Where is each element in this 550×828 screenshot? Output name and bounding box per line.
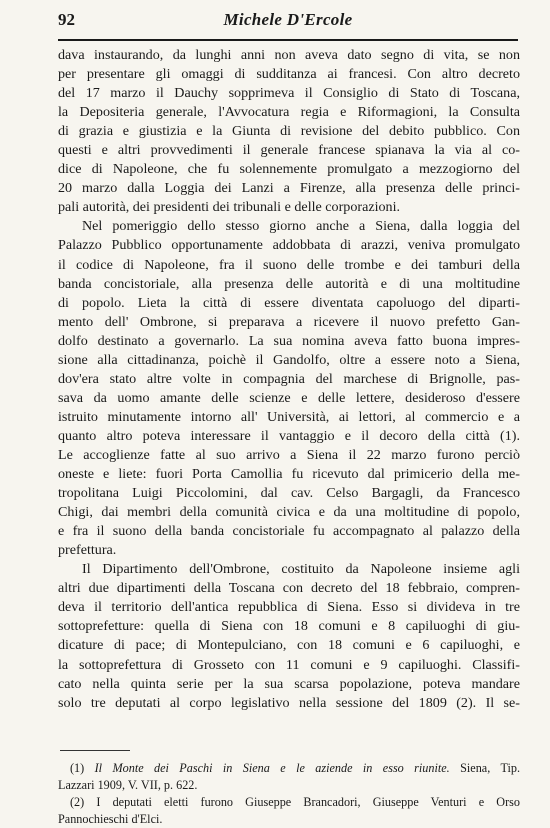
header-rule: [58, 39, 518, 41]
text-line: questi e altri provvedimenti il generale francese spianava la via al co-: [58, 142, 520, 159]
text-line: dolfo destinato a governarlo. La sua nomina aveva fatto buona impres-: [58, 332, 520, 349]
text-line: banda concistoriale, alla presenza delle autorità e di una moltitudine: [58, 275, 520, 292]
text-line: 20 marzo dalla Loggia dei Lanzi a Firenze, alla presenza delle princi-: [58, 180, 520, 197]
text-line: di popolo. Lieta la città di essere diventata capoluogo del diparti-: [58, 294, 520, 311]
text-line: prefettura.: [58, 542, 117, 559]
text-line: sava da uomo amante delle scienze e delle lettere, desideroso d'essere: [58, 389, 520, 406]
page-header: [58, 4, 518, 38]
text-line: Il Dipartimento dell'Ombrone, costituito da Napoleone insieme agli: [82, 561, 520, 578]
footnote-2: (2) I deputati eletti furono Giuseppe Brancadori, Giuseppe Venturi e Orso: [70, 795, 520, 809]
text-line: quanto altro poteva interessare il vantaggio e il decoro della città (1).: [58, 427, 520, 444]
page-number: 92: [58, 10, 75, 29]
text-line: altri due dipartimenti della Toscana con decreto del 18 febbraio, compren-: [58, 580, 520, 597]
text-line: Palazzo Pubblico opportunamente addobbata di arazzi, veniva promulgato: [58, 237, 520, 254]
footnote-1-rest: Siena, Tip.: [460, 761, 520, 775]
text-line: Le accoglienze fatte al suo arrivo a Siena il 22 marzo furono perciò: [58, 446, 520, 463]
text-line: pali autorità, dei presidenti dei tribunali e delle corporazioni.: [58, 199, 401, 216]
footnote-1-title: Il Monte dei Paschi in Siena e le aziende in esso riunite.: [94, 761, 450, 775]
footnote-1: [58, 760, 520, 777]
text-line: dicature di pace; di Montepulciano, con 18 comuni e 6 capiluoghi, e: [58, 637, 520, 654]
text-line: la sottoprefettura di Grosseto con 11 comuni e 9 capiluoghi. Classifi-: [58, 656, 520, 673]
body-text: [58, 46, 520, 713]
text-line: la Depositeria generale, l'Avvocatura regia e Riformagioni, la Consulta: [58, 104, 520, 121]
footnote-1-cont: Lazzari 1909, V. VII, p. 622.: [58, 778, 198, 792]
text-line: Nel pomeriggio dello stesso giorno anche a Siena, dalla loggia del: [82, 218, 520, 235]
text-line: e fra il suono della banda concistoriale fu accompagnato al palazzo della: [58, 523, 520, 540]
footnote-rule: [60, 750, 130, 751]
footnotes: [58, 760, 520, 828]
text-line: tropolitana Luigi Piccolomini, dal cav. Celso Bargagli, da Francesco: [58, 485, 520, 502]
text-line: sione alla cittadinanza, poichè il Gandolfo, oltre a essere noto a Siena,: [58, 351, 520, 368]
text-line: oneste e liete: fuori Porta Camollia fu ricevuto dal primicerio della me-: [58, 466, 520, 483]
text-line: di grazia e giustizia e la Giunta di revisione del debito pubblico. Con: [58, 123, 520, 140]
text-line: dice di Napoleone, che fu solennemente promulgato a mezzogiorno del: [58, 161, 520, 178]
footnote-marker: (1): [70, 761, 85, 775]
text-line: per presentare gli omaggi di sudditanza ai francesi. Con altro decreto: [58, 66, 520, 83]
text-line: del 17 marzo il Dauchy sopprimeva il Consiglio di Stato di Toscana,: [58, 85, 520, 102]
text-line: solo tre deputati al corpo legislativo nella sessione del 1809 (2). Il se-: [58, 694, 520, 711]
text-line: mento dell' Ombrone, si preparava a ricevere il nuovo prefetto Gan-: [58, 313, 520, 330]
text-line: dava instaurando, da lunghi anni non aveva dato segno di vita, se non: [58, 47, 520, 63]
footnote-2-cont: Pannochieschi d'Elci.: [58, 812, 163, 826]
running-head: Michele D'Ercole: [223, 10, 353, 29]
text-line: dov'era stato altre volte in compagnia del marchese di Brignolle, pas-: [58, 370, 520, 387]
text-line: Chigi, dai membri della comunità civica e da una moltitudine di popolo,: [58, 504, 520, 521]
text-line: cato nella quinta serie per la sua scarsa popolazione, poteva mandare: [58, 675, 520, 692]
text-line: sottoprefetture: quella di Siena con 18 comuni e 8 capiluoghi di giu-: [58, 618, 520, 635]
text-line: deva il territorio dell'antica repubblica di Siena. Esso si divideva in tre: [58, 599, 520, 616]
text-line: il codice di Napoleone, fra il suono delle trombe e dei tamburi della: [58, 256, 520, 273]
text-line: istruito minutamente intorno all' Università, ai lettori, al commercio e a: [58, 408, 520, 425]
